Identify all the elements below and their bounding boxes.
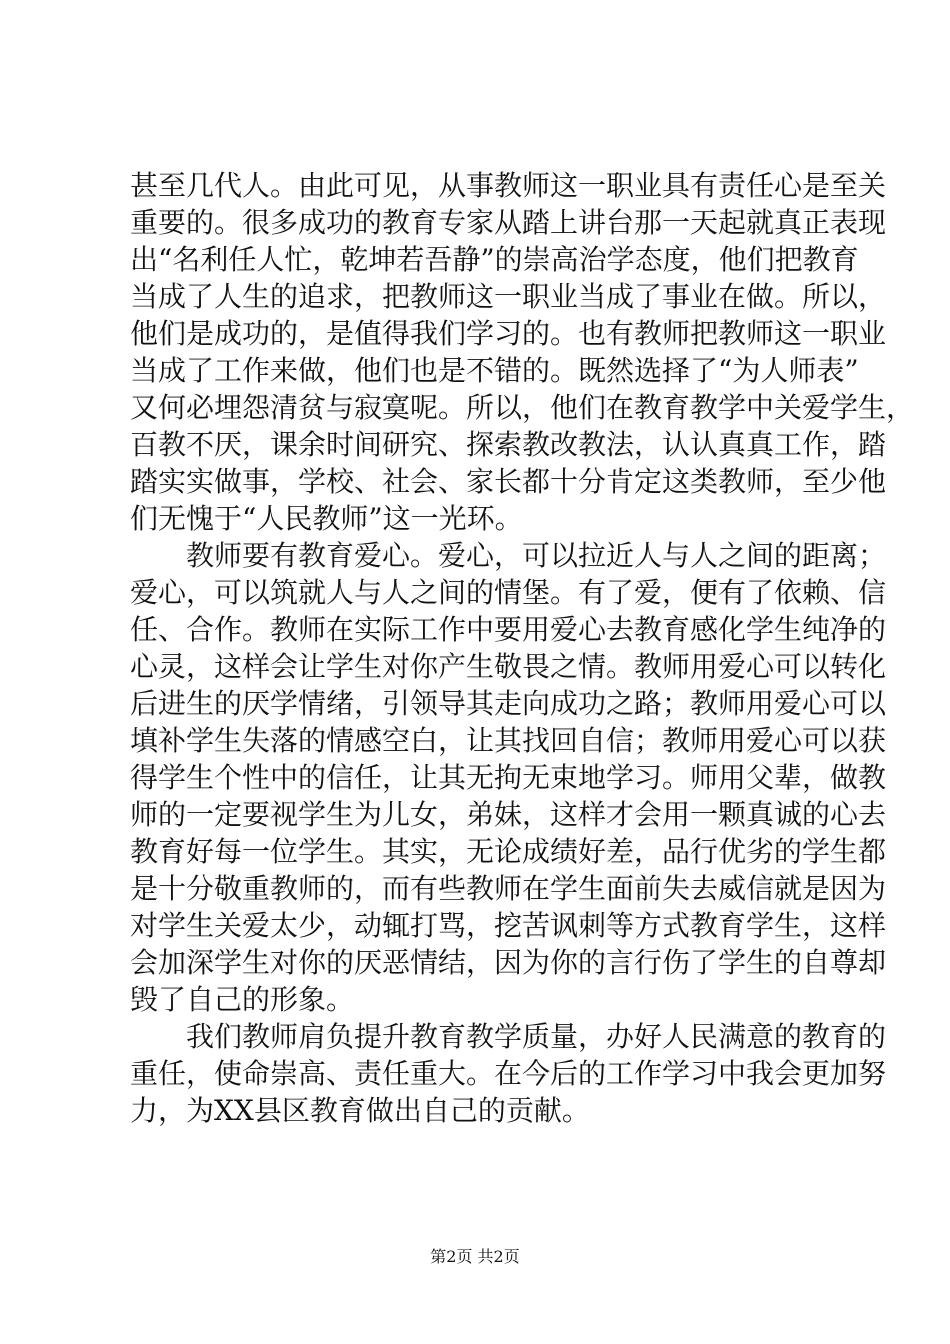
text-line: 重要的。很多成功的教育专家从踏上讲台那一天起就真正表现 [130, 206, 887, 239]
text-line: 得学生个性中的信任，让其无拘无束地学习。师用父辈，做教 [130, 761, 887, 794]
text-line: 任、合作。教师在实际工作中要用爱心去教育感化学生纯净的 [130, 613, 887, 646]
text-line: 们无愧于“人民教师”这一光环。 [130, 502, 523, 535]
paragraph [130, 1018, 887, 1129]
text-line: 当成了人生的追求，把教师这一职业当成了事业在做。所以， [130, 280, 887, 313]
text-line: 毁了自己的形象。 [130, 983, 355, 1016]
text-line: 心灵，这样会让学生对你产生敬畏之情。教师用爱心可以转化 [130, 650, 887, 683]
text-line: 后进生的厌学情绪，引领导其走向成功之路；教师用爱心可以 [130, 687, 887, 720]
text-line: 当成了工作来做，他们也是不错的。既然选择了“为人师表” [130, 354, 859, 387]
text-line: 甚至几代人。由此可见，从事教师这一职业具有责任心是至关 [130, 169, 887, 202]
text-line: 师的一定要视学生为儿女，弟妹，这样才会用一颗真诚的心去 [130, 798, 887, 831]
page-number-footer: 第2页 共2页 [430, 1247, 520, 1266]
text-line: 他们是成功的，是值得我们学习的。也有教师把教师这一职业 [130, 317, 887, 350]
paragraph [130, 167, 915, 537]
text-line: 爱心，可以筑就人与人之间的情堡。有了爱，便有了依赖、信 [130, 576, 887, 609]
text-line: 又何必埋怨清贫与寂寞呢。所以，他们在教育教学中关爱学生， [130, 391, 915, 424]
text-line: 重任，使命崇高、责任重大。在今后的工作学习中我会更加努 [130, 1057, 887, 1090]
text-line: 力，为XX县区教育做出自己的贡献。 [130, 1094, 590, 1127]
text-line: 填补学生失落的情感空白，让其找回自信；教师用爱心可以获 [130, 724, 887, 757]
text-line: 踏实实做事，学校、社会、家长都十分肯定这类教师，至少他 [130, 465, 887, 498]
text-line: 是十分敬重教师的，而有些教师在学生面前失去威信就是因为 [130, 872, 887, 905]
text-line: 百教不厌，课余时间研究、探索教改教法，认认真真工作，踏 [130, 428, 887, 461]
text-line: 教育好每一位学生。其实，无论成绩好差，品行优劣的学生都 [130, 835, 887, 868]
document-body [130, 167, 915, 1129]
text-line: 对学生关爱太少，动辄打骂，挖苦讽刺等方式教育学生，这样 [130, 909, 887, 942]
paragraph [130, 537, 887, 1018]
text-line: 我们教师肩负提升教育教学质量，办好人民满意的教育的 [130, 1020, 887, 1053]
text-line: 出“名利任人忙，乾坤若吾静”的崇高治学态度，他们把教育 [130, 243, 859, 276]
text-line: 教师要有教育爱心。爱心，可以拉近人与人之间的距离； [130, 539, 887, 572]
text-line: 会加深学生对你的厌恶情结，因为你的言行伤了学生的自尊却 [130, 946, 887, 979]
